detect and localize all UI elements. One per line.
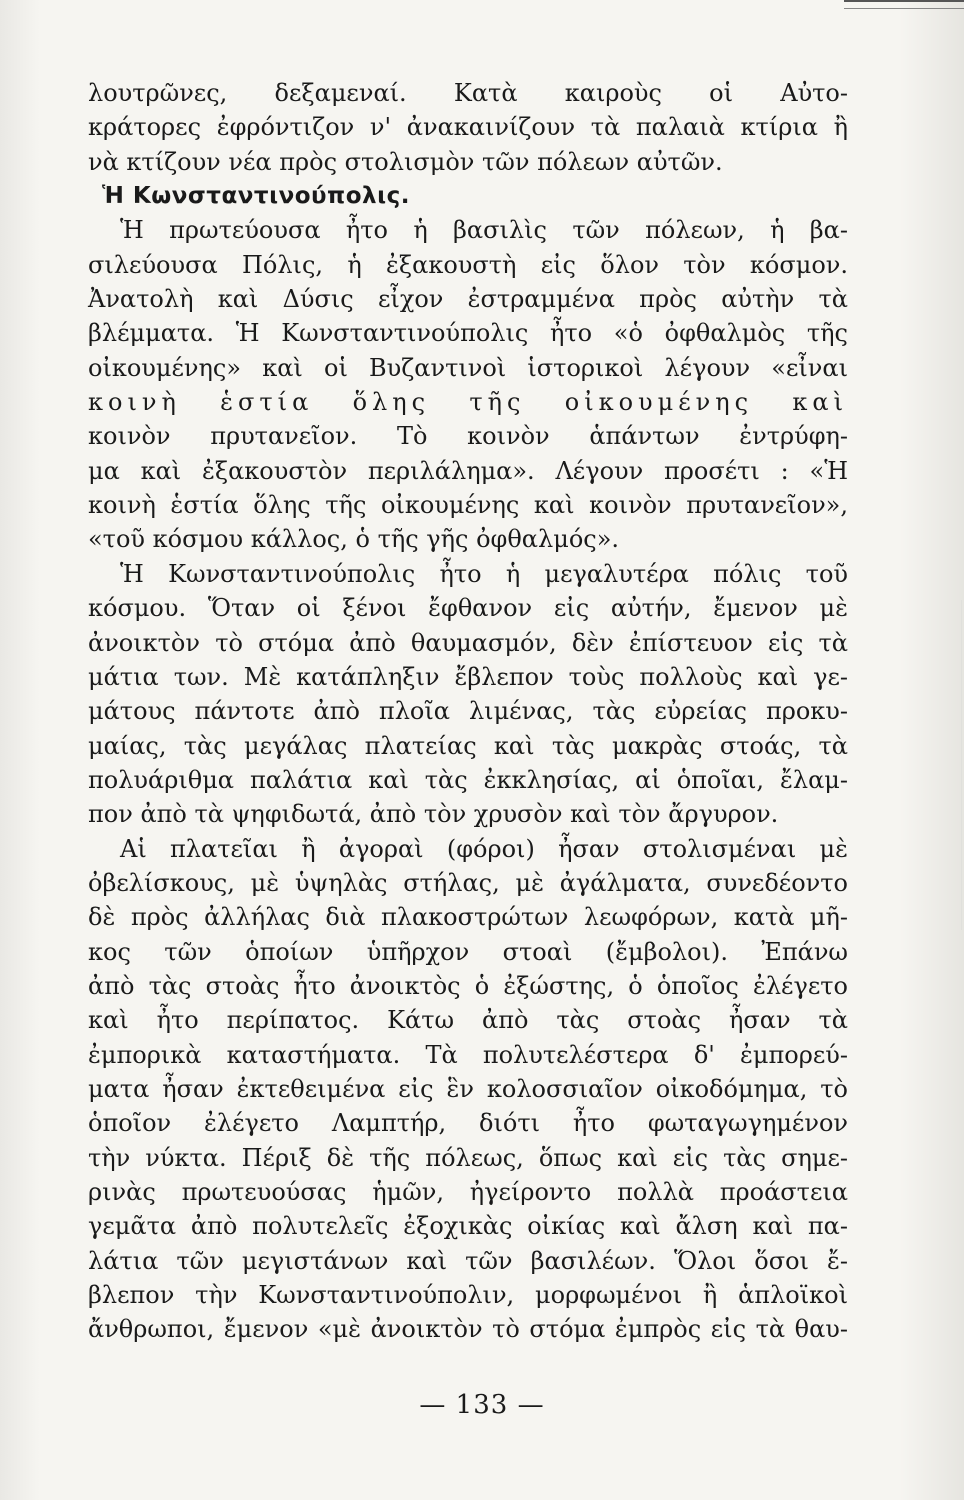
text-line: μα καὶ ἐξακουστὸν περιλάλημα». Λέγουν προσέτι : «Ἡ	[88, 456, 848, 485]
text-line: ματα ἦσαν ἐκτεθειμένα εἰς ἓν κολοσσιαῖον οἰκοδόμημα, τὸ	[88, 1074, 848, 1103]
text-line: ἄνθρωποι, ἔμενον «μὲ ἀνοικτὸν τὸ στόμα ἐμπρὸς εἰς τὰ θαυ-	[88, 1315, 848, 1344]
text-line: μάτια των. Μὲ κατάπληξιν ἔβλεπον τοὺς πολλοὺς καὶ γε-	[88, 662, 848, 691]
text-line: Ἡ πρωτεύουσα ἦτο ἡ βασιλὶς τῶν πόλεων, ἡ βα-	[120, 216, 848, 245]
text-line: νὰ κτίζουν νέα πρὸς στολισμὸν τῶν πόλεων αὐτῶν.	[88, 147, 723, 176]
text-line: ἀπὸ τὰς στοὰς ἦτο ἀνοικτὸς ὁ ἐξώστης, ὁ ὁποῖος ἐλέγετο	[88, 971, 848, 1000]
text-line: Αἱ πλατεῖαι ἢ ἀγοραὶ (φόροι) ἦσαν στολισμέναι μὲ	[120, 834, 848, 863]
text-line: λουτρῶνες, δεξαμεναί. Κατὰ καιροὺς οἱ Αὐτο-	[88, 79, 848, 107]
text-line: δὲ πρὸς ἀλλήλας διὰ πλακοστρώτων λεωφόρων, κατὰ μῆ-	[88, 903, 848, 932]
text-line: σιλεύουσα Πόλις, ἡ ἐξακουστὴ εἰς ὅλον τὸν κόσμον.	[88, 250, 848, 279]
text-line: ἀνοικτὸν τὸ στόμα ἀπὸ θαυμασμόν, δὲν ἐπίστευον εἰς τὰ	[88, 628, 848, 657]
text-line: μαίας, τὰς μεγάλας πλατείας καὶ τὰς μακρὰς στοάς, τὰ	[88, 731, 848, 760]
top-edge-rule	[844, 0, 964, 9]
text-line: μάτους πάντοτε ἀπὸ πλοῖα λιμένας, τὰς εὐρείας προκυ-	[88, 697, 848, 726]
page-body	[88, 76, 848, 1347]
text-line: κράτορες ἐφρόντιζον ν' ἀνακαινίζουν τὰ παλαιὰ κτίρια ἢ	[88, 113, 848, 142]
text-line: ὁποῖον ἐλέγετο Λαμπτήρ, διότι ἦτο φωταγωγημένον	[88, 1109, 848, 1138]
text-line: ὀβελίσκους, μὲ ὑψηλὰς στήλας, μὲ ἀγάλματα, συνεδέοντο	[88, 868, 848, 897]
text-line: κοινὸν πρυτανεῖον. Τὸ κοινὸν ἁπάντων ἐντρύφη-	[88, 422, 848, 451]
section-heading: Ἡ Κωνσταντινούπολις.	[102, 183, 410, 210]
text-line: γεμᾶτα ἀπὸ πολυτελεῖς ἐξοχικὰς οἰκίας καὶ ἄλση καὶ πα-	[88, 1212, 848, 1241]
text-line: κοινὴ ἑστία ὅλης τῆς οἰκουμένης καὶ κοινὸν πρυτανεῖον»,	[88, 491, 848, 520]
text-line: πον ἀπὸ τὰ ψηφιδωτά, ἀπὸ τὸν χρυσὸν καὶ τὸν ἄργυρον.	[88, 800, 779, 829]
text-line: καὶ ἦτο περίπατος. Κάτω ἀπὸ τὰς στοὰς ἦσαν τὰ	[88, 1006, 848, 1035]
text-line: ρινὰς πρωτευούσας ἡμῶν, ἠγείροντο πολλὰ προάστεια	[88, 1178, 848, 1206]
text-line: βλεπον τὴν Κωνσταντινούπολιν, μορφωμένοι ἢ ἁπλοϊκοὶ	[88, 1281, 848, 1310]
text-line: πολυάριθμα παλάτια καὶ τὰς ἐκκλησίας, αἱ ὁποῖαι, ἔλαμ-	[88, 765, 848, 794]
text-line: βλέμματα. Ἡ Κωνσταντινούπολις ἦτο «ὁ ὀφθαλμὸς τῆς	[88, 319, 848, 348]
text-line: κόσμου. Ὅταν οἱ ξένοι ἔφθανον εἰς αὐτήν, ἔμενον μὲ	[88, 594, 848, 623]
text-line: ἐμπορικὰ καταστήματα. Τὰ πολυτελέστερα δ' ἐμπορεύ-	[88, 1040, 848, 1069]
page-number: — 133 —	[419, 1390, 545, 1420]
show-through-text	[917, 600, 962, 930]
text-line: κος τῶν ὁποίων ὑπῆρχον στοαὶ (ἔμβολοι). Ἐπάνω	[88, 937, 848, 966]
text-line: κοινὴ ἑστία ὅλης τῆς οἰκουμένης καὶ	[88, 388, 848, 417]
text-line: λάτια τῶν μεγιστάνων καὶ τῶν βασιλέων. Ὅλοι ὅσοι ἔ-	[88, 1246, 848, 1275]
text-line: «τοῦ κόσμου κάλλος, ὁ τῆς γῆς ὀφθαλμός».	[88, 525, 620, 554]
text-line: οἰκουμένης» καὶ οἱ Βυζαντινοὶ ἱστορικοὶ λέγουν «εἶναι	[88, 353, 848, 382]
text-line: τὴν νύκτα. Πέριξ δὲ τῆς πόλεως, ὅπως καὶ εἰς τὰς σημε-	[88, 1143, 848, 1172]
text-line: Ἀνατολὴ καὶ Δύσις εἶχον ἐστραμμένα πρὸς αὐτὴν τὰ	[88, 285, 848, 314]
text-line: Ἡ Κωνσταντινούπολις ἦτο ἡ μεγαλυτέρα πόλις τοῦ	[120, 559, 848, 588]
